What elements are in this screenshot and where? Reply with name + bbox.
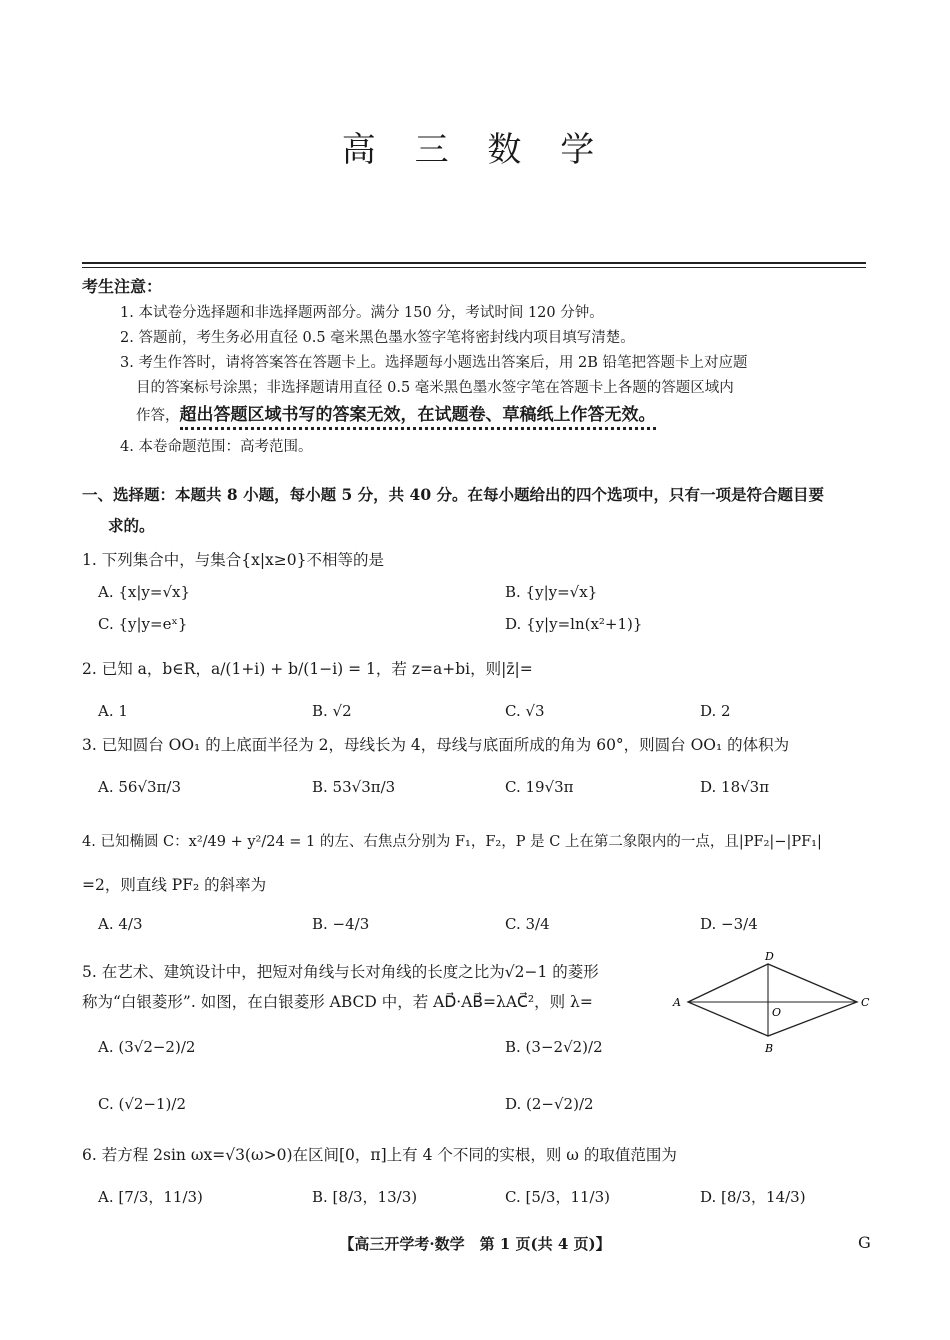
q2-option-b: B. √2 bbox=[312, 702, 352, 720]
vertex-label-a: A bbox=[673, 996, 681, 1009]
q4-option-d: D. −3/4 bbox=[700, 915, 758, 933]
q2-option-c: C. √3 bbox=[505, 702, 545, 720]
q6-option-a: A. [7/3，11/3) bbox=[98, 1188, 203, 1206]
vertex-label-b: B bbox=[765, 1042, 774, 1055]
notice-item-3a: 3. 考生作答时，请将答案答在答题卡上。选择题每小题选出答案后，用 2B 铅笔把答题卡上对应题 bbox=[120, 355, 748, 371]
q1-option-c: C. {y|y=eˣ} bbox=[98, 615, 188, 633]
q1-option-d: D. {y|y=ln(x²+1)} bbox=[505, 615, 643, 633]
vertex-label-c: C bbox=[861, 996, 870, 1009]
q1-stem: 1. 下列集合中，与集合{x|x≥0}不相等的是 bbox=[82, 551, 384, 569]
rhombus-outline bbox=[688, 964, 857, 1036]
q2-option-d: D. 2 bbox=[700, 702, 731, 720]
notice-heading: 考生注意： bbox=[82, 277, 163, 296]
q2-option-a: A. 1 bbox=[98, 702, 128, 720]
q4-stem-line2: =2，则直线 PF₂ 的斜率为 bbox=[82, 876, 267, 894]
q3-option-b: B. 53√3π/3 bbox=[312, 778, 396, 796]
q4-option-a: A. 4/3 bbox=[98, 915, 143, 933]
page-title: 高 三 数 学 bbox=[341, 130, 609, 170]
q5-option-c: C. (√2−1)/2 bbox=[98, 1095, 186, 1113]
q6-option-d: D. [8/3，14/3) bbox=[700, 1188, 806, 1206]
q4-option-b: B. −4/3 bbox=[312, 915, 370, 933]
paper-code: G bbox=[858, 1233, 871, 1252]
header-rule-thin bbox=[82, 267, 866, 268]
q3-option-a: A. 56√3π/3 bbox=[98, 778, 182, 796]
q1-option-a: A. {x|y=√x} bbox=[98, 583, 191, 601]
header-rule-thick bbox=[82, 262, 866, 264]
q3-stem: 3. 已知圆台 OO₁ 的上底面半径为 2，母线长为 4，母线与底面所成的角为 60°，则圆台 OO₁ 的体积为 bbox=[82, 736, 790, 754]
q6-option-c: C. [5/3，11/3) bbox=[505, 1188, 611, 1206]
vertex-label-d: D bbox=[765, 950, 774, 963]
notice-item-3c-prefix: 作答， bbox=[136, 408, 180, 424]
q3-option-c: C. 19√3π bbox=[505, 778, 574, 796]
section-heading-line2: 求的。 bbox=[108, 516, 155, 535]
section-heading-line1: 一、选择题：本题共 8 小题，每小题 5 分，共 40 分。在每小题给出的四个选项中，只有一项是符合题目要 bbox=[82, 485, 825, 504]
q5-stem-line2: 称为“白银菱形”. 如图，在白银菱形 ABCD 中，若 AD⃗·AB⃗=λAC⃗²，则 λ= bbox=[82, 993, 593, 1011]
q6-option-b: B. [8/3，13/3) bbox=[312, 1188, 418, 1206]
q4-stem-line1: 4. 已知椭圆 C：x²/49 + y²/24 = 1 的左、右焦点分别为 F₁，F₂，P 是 C 上在第二象限内的一点，且|PF₂|−|PF₁| bbox=[82, 834, 822, 850]
q6-stem: 6. 若方程 2sin ωx=√3(ω>0)在区间[0，π]上有 4 个不同的实根，则 ω 的取值范围为 bbox=[82, 1146, 677, 1164]
notice-item-1: 1. 本试卷分选择题和非选择题两部分。满分 150 分，考试时间 120 分钟。 bbox=[120, 305, 604, 321]
q3-option-d: D. 18√3π bbox=[700, 778, 770, 796]
q1-option-b: B. {y|y=√x} bbox=[505, 583, 598, 601]
rhombus-figure bbox=[668, 950, 880, 1060]
q5-option-a: A. (3√2−2)/2 bbox=[98, 1038, 196, 1056]
notice-item-3c bbox=[136, 400, 656, 425]
notice-item-3b: 目的答案标号涂黑；非选择题请用直径 0.5 毫米黑色墨水签字笔在答题卡上各题的答题区域内 bbox=[136, 380, 734, 396]
notice-item-2: 2. 答题前，考生务必用直径 0.5 毫米黑色墨水签字笔将密封线内项目填写清楚。 bbox=[120, 330, 635, 346]
q5-option-b: B. (3−2√2)/2 bbox=[505, 1038, 603, 1056]
center-label-o: O bbox=[772, 1006, 782, 1019]
q4-option-c: C. 3/4 bbox=[505, 915, 550, 933]
q5-option-d: D. (2−√2)/2 bbox=[505, 1095, 594, 1113]
notice-item-4: 4. 本卷命题范围：高考范围。 bbox=[120, 439, 313, 455]
notice-emphasis: 超出答题区域书写的答案无效，在试题卷、草稿纸上作答无效。 bbox=[180, 405, 656, 430]
q2-stem: 2. 已知 a，b∈R，a/(1+i) + b/(1−i) = 1，若 z=a+bi，则|z̄|= bbox=[82, 660, 533, 678]
page-footer: 【高三开学考·数学 第 1 页(共 4 页)】 bbox=[339, 1235, 611, 1253]
q5-stem-line1: 5. 在艺术、建筑设计中，把短对角线与长对角线的长度之比为√2−1 的菱形 bbox=[82, 963, 599, 981]
